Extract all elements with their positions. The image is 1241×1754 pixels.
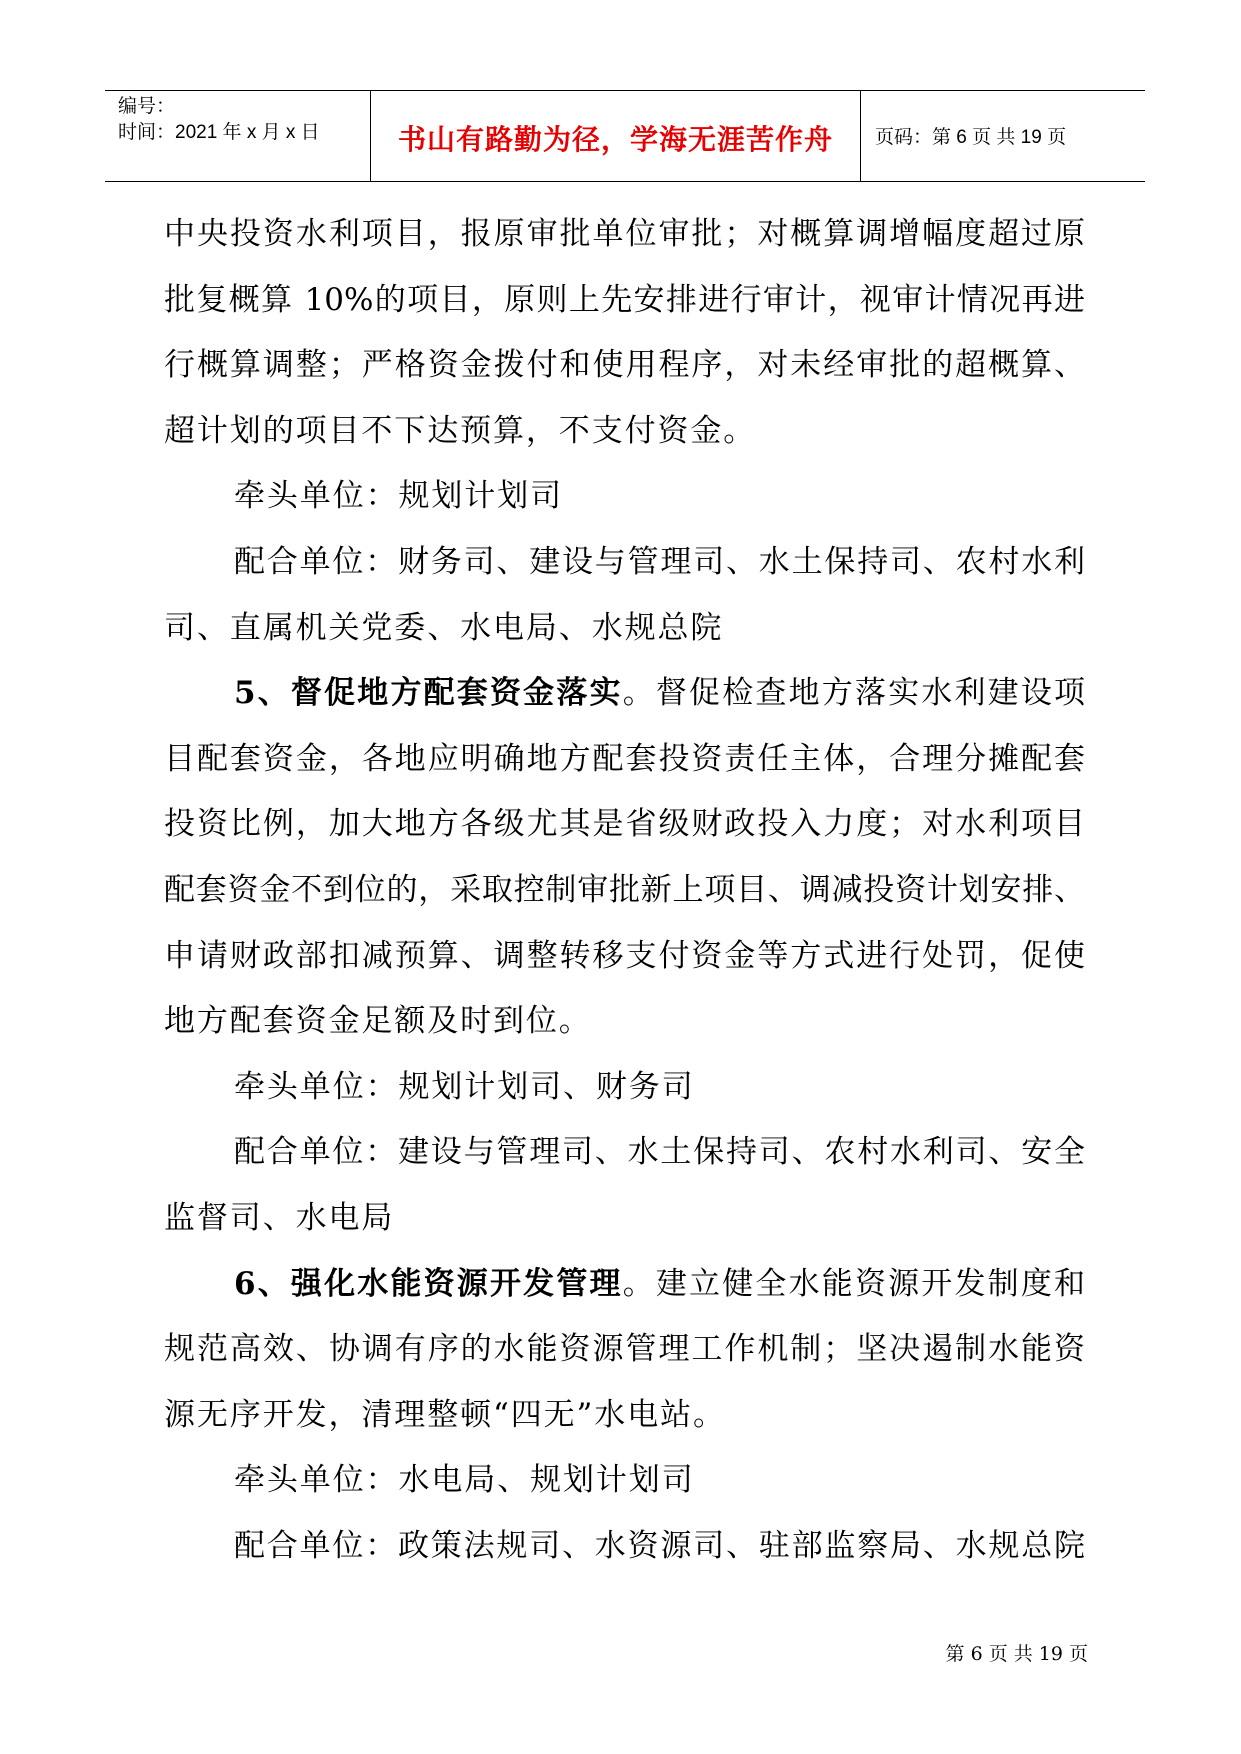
body-line bbox=[164, 1252, 1085, 1318]
paragraph bbox=[164, 661, 1085, 1055]
body-text: 。建立健全水能资源开发制度和 bbox=[622, 1265, 1085, 1302]
section-heading: 5、督促地方配套资金落实 bbox=[234, 675, 623, 712]
section-heading: 6、强化水能资源开发管理 bbox=[234, 1265, 623, 1302]
body-line: 牵头单位：规划计划司、财务司 bbox=[234, 1068, 695, 1105]
paragraph bbox=[164, 1055, 1085, 1121]
body-line: 目配套资金，各地应明确地方配套投资责任主体，合理分摊配套 bbox=[164, 740, 1085, 777]
header-motto: 书山有路勤为径，学海无涯苦作舟 bbox=[397, 124, 833, 155]
header-table bbox=[105, 90, 1145, 182]
header-middle-cell bbox=[370, 91, 861, 181]
body-line: 配合单位：建设与管理司、水土保持司、农村水利司、安全 bbox=[234, 1134, 1085, 1171]
paragraph bbox=[164, 1120, 1085, 1251]
document-date: 时间：2021 年 x 月 x 日 bbox=[118, 122, 320, 143]
header-right-cell bbox=[861, 91, 1145, 181]
paragraph bbox=[164, 1448, 1085, 1514]
body-line: 源无序开发，清理整顿“四无”水电站。 bbox=[164, 1396, 726, 1433]
body-line: 配套资金不到位的，采取控制审批新上项目、调减投资计划安排、 bbox=[164, 871, 1085, 908]
body-line: 中央投资水利项目，报原审批单位审批；对概算调增幅度超过原 bbox=[164, 216, 1085, 252]
body-line: 行概算调整；严格资金拨付和使用程序，对未经审批的超概算、 bbox=[164, 347, 1085, 384]
body-line: 监督司、水电局 bbox=[164, 1199, 395, 1236]
body-line: 配合单位：政策法规司、水资源司、驻部监察局、水规总院 bbox=[234, 1527, 1085, 1564]
body-line: 投资比例，加大地方各级尤其是省级财政投入力度；对水利项目 bbox=[164, 806, 1085, 843]
body-line bbox=[164, 661, 1085, 727]
body-line: 超计划的项目不下达预算，不支付资金。 bbox=[164, 412, 757, 449]
body-line: 批复概算 10%的项目，原则上先安排进行审计，视审计情况再进 bbox=[164, 281, 1085, 318]
body-line: 规范高效、协调有序的水能资源管理工作机制；坚决遏制水能资 bbox=[164, 1331, 1085, 1368]
body-line: 司、直属机关党委、水电局、水规总院 bbox=[164, 609, 724, 646]
header-page-indicator: 页码：第 6 页 共 19 页 bbox=[875, 127, 1067, 148]
body-text: 。督促检查地方落实水利建设项 bbox=[622, 675, 1085, 712]
body-line: 牵头单位：水电局、规划计划司 bbox=[234, 1462, 695, 1499]
body-line: 申请财政部扣减预算、调整转移支付资金等方式进行处罚，促使 bbox=[164, 937, 1085, 974]
paragraph bbox=[164, 530, 1085, 661]
footer-page-number: 第 6 页 共 19 页 bbox=[945, 1643, 1088, 1665]
header-left-cell bbox=[105, 91, 370, 181]
paragraph bbox=[164, 1252, 1085, 1449]
paragraph bbox=[164, 202, 1085, 464]
body-line: 配合单位：财务司、建设与管理司、水土保持司、农村水利 bbox=[234, 543, 1085, 580]
paragraph bbox=[164, 1514, 1085, 1580]
body-line: 牵头单位：规划计划司 bbox=[234, 478, 563, 515]
document-number-label: 编号： bbox=[118, 96, 176, 117]
document-body bbox=[164, 202, 1085, 1579]
paragraph bbox=[164, 464, 1085, 530]
body-line: 地方配套资金足额及时到位。 bbox=[164, 1003, 592, 1040]
